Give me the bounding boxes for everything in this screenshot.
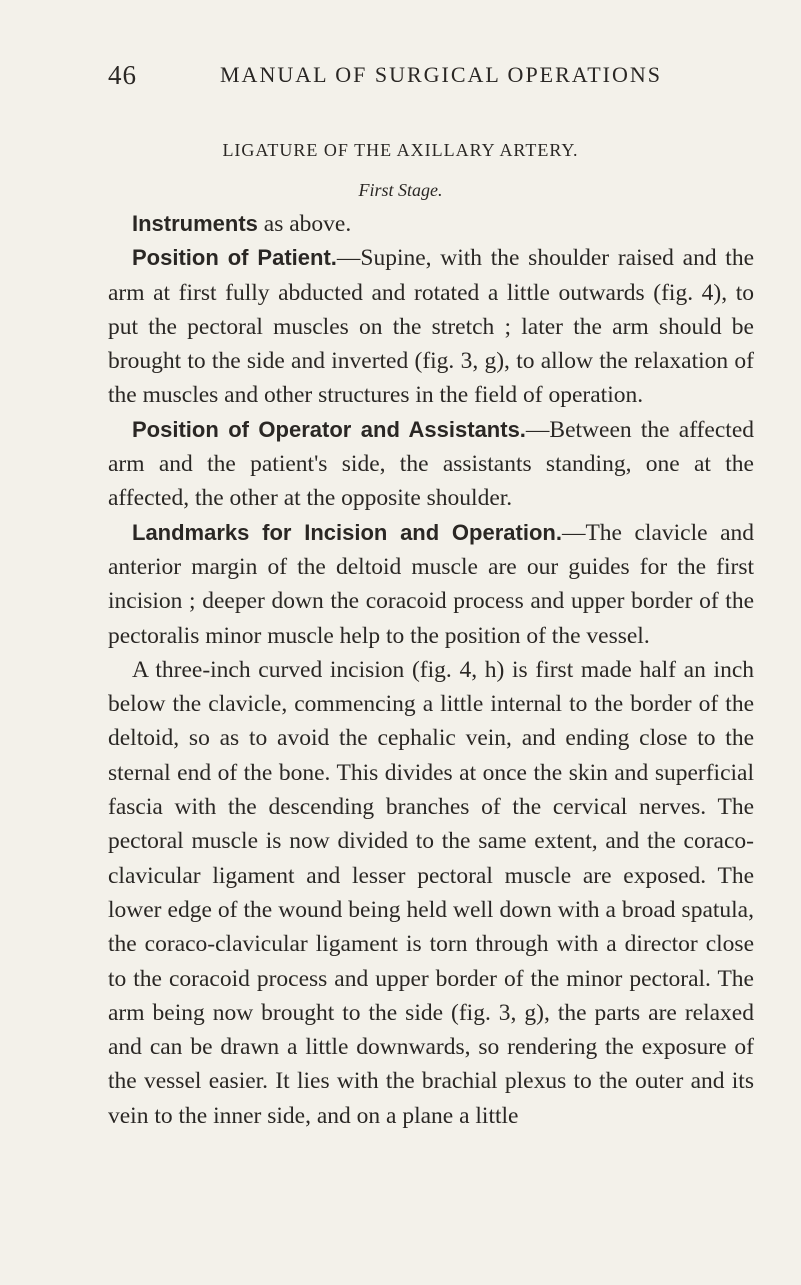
run-in-heading: Landmarks for Incision and Operation. xyxy=(132,519,562,545)
paragraph-position-of-patient xyxy=(108,241,754,412)
paragraph-incision xyxy=(108,653,754,1133)
paragraph-instruments xyxy=(108,207,754,241)
run-in-heading: Instruments xyxy=(132,211,258,236)
paragraph-text: —Between the affected arm and the patient's side, the assistants standing, one at the affected, the other at the opposite shoulder. xyxy=(108,416,754,512)
paragraph-position-of-operator xyxy=(108,413,754,516)
section-subtitle: First Stage. xyxy=(358,180,443,200)
page-number: 46 xyxy=(108,60,137,90)
running-title: MANUAL OF SURGICAL OPERATIONS xyxy=(220,62,663,87)
paragraph-text: —The clavicle and anterior margin of the deltoid muscle are our guides for the first incision ; deeper down the coracoid process and upper border of the pectoralis minor muscle help to the position of the vessel. xyxy=(108,519,754,649)
paragraph-text: A three-inch curved incision (fig. 4, h) is first made half an inch below the clavicle, commencing a little internal to the border of the deltoid, so as to avoid the cephalic vein, and ending close to the sternal end of the bone. This divides at once the skin and superficial fascia with the descending branches of the cervical nerves. The pectoral muscle is now divided to the same extent, and the coraco-clavicular ligament and lesser pectoral muscle are exposed. The lower edge of the wound being held well down with a broad spatula, the coraco-clavicular ligament is torn through with a director close to the coracoid process and upper border of the minor pectoral. The arm being now brought to the side (fig. 3, g), the parts are relaxed and can be drawn a little downwards, so rendering the exposure of the vessel easier. It lies with the brachial plexus to the outer and its vein to the inner side, and on a plane a little xyxy=(108,656,754,1129)
paragraph-text: —Supine, with the shoulder raised and the arm at first fully abducted and rotated a little outwards (fig. 4), to put the pectoral muscles on the stretch ; later the arm should be brought to the side and inverted (fig. 3, g), to allow the relaxation of the muscles and other structures in the field of operation. xyxy=(108,245,754,409)
paragraph-text: as above. xyxy=(257,211,352,237)
run-in-heading: Position of Operator and Assistants. xyxy=(132,416,526,442)
run-in-heading: Position of Patient. xyxy=(132,245,337,271)
section-title: LIGATURE OF THE AXILLARY ARTERY. xyxy=(222,140,579,160)
body-text xyxy=(108,207,754,1133)
paragraph-landmarks xyxy=(108,516,754,653)
